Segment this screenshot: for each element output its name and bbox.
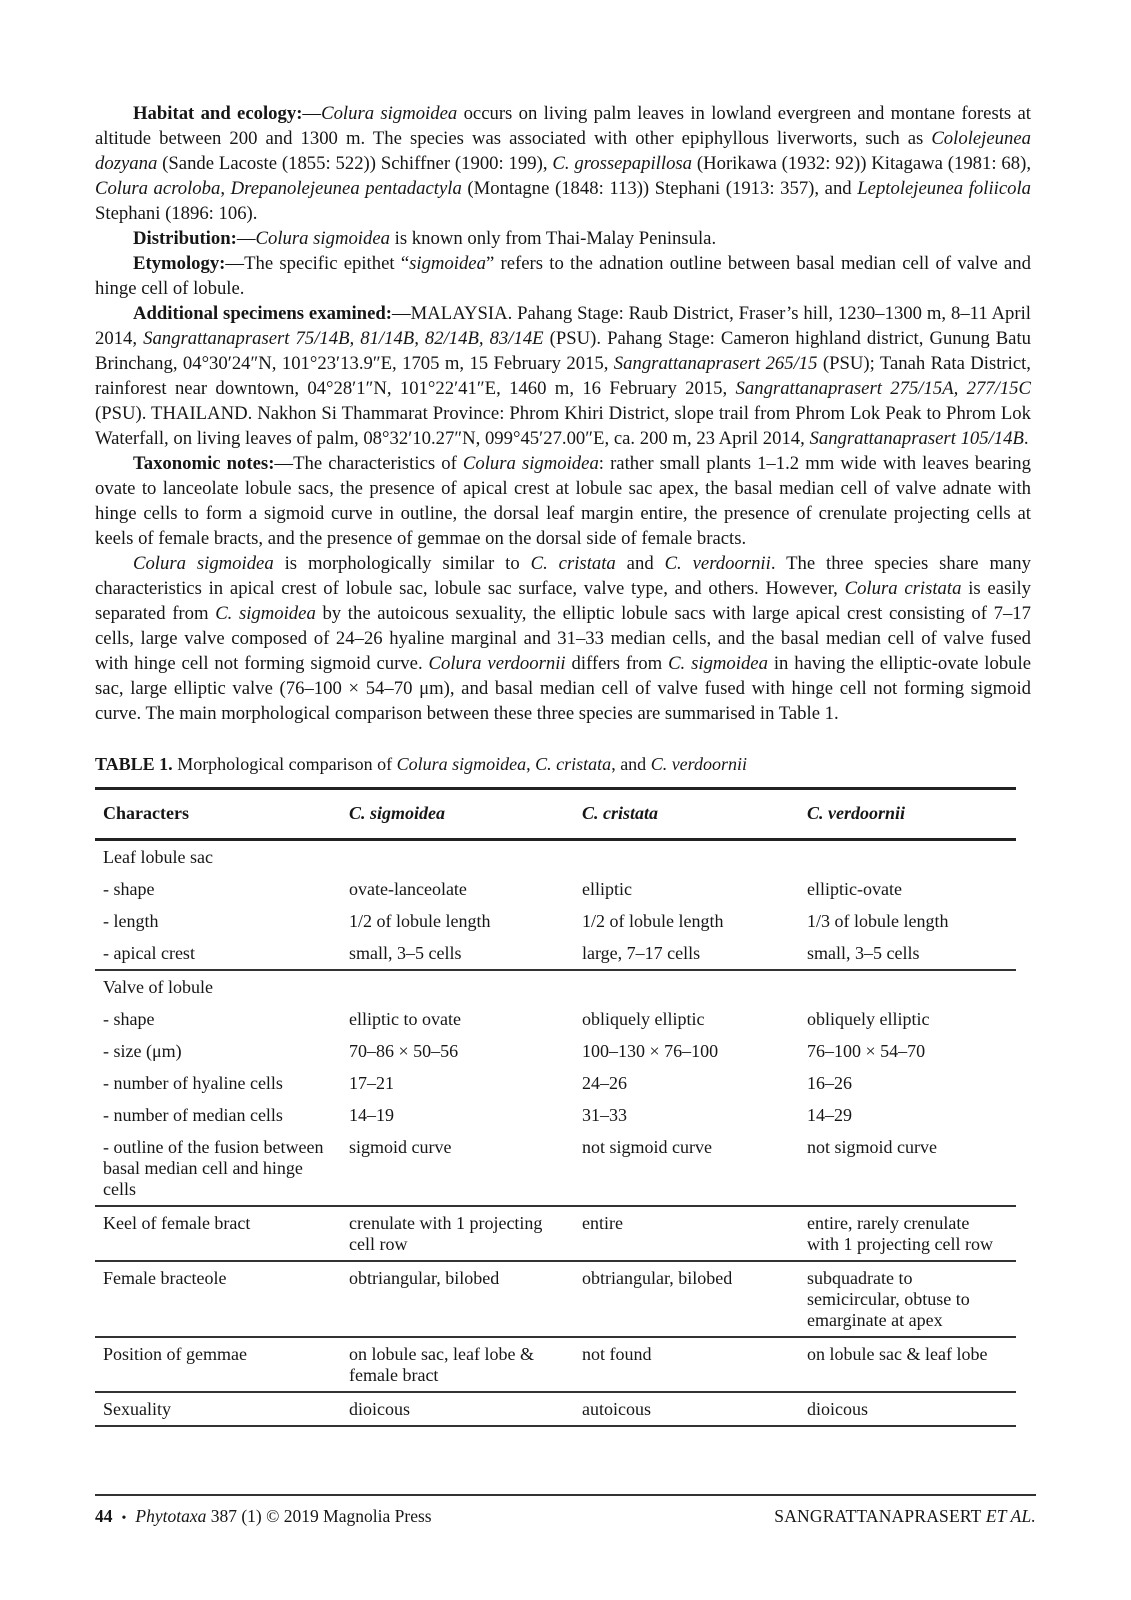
text-run: (PSU); Tanah Rata District, rainforest near downtown, 04°28′1″N, 101°22′41″E, 1460 m, 16 February 2015,	[95, 353, 1031, 399]
table-row	[95, 873, 1016, 905]
table-cell: not sigmoid curve	[807, 1136, 937, 1157]
table-cell: 1/3 of lobule length	[807, 910, 949, 931]
table-cell: sigmoid curve	[349, 1136, 452, 1157]
text-run: Taxonomic notes:	[133, 453, 275, 474]
journal-issue-copyright: 387 (1) © 2019 Magnolia Press	[206, 1506, 432, 1526]
table-cell: obliquely elliptic	[807, 1008, 930, 1029]
text-run: (PSU). THAILAND. Nakhon Si Thammarat Province: Phrom Khiri District, slope trail from Phrom Lok Peak to Phrom Lok Waterfall, on living leaves of palm, 08°32′10.27″N, 099°45′27.00″E, ca. 200 m, 23 April 2014,	[95, 403, 1031, 449]
table-cell: entire	[582, 1212, 623, 1233]
table-cell: - length	[103, 910, 159, 931]
paragraph-etymology	[95, 251, 1031, 301]
text-run: occurs on living palm leaves in lowland evergreen and montane forests at altitude between 200 and 1300 m. The species was associated with other epiphyllous liverworts, such as	[95, 103, 1031, 149]
paragraph-comparison-discussion	[95, 551, 1031, 726]
table-cell: crenulate with 1 projecting cell row	[349, 1212, 543, 1254]
text-run: Cololejeunea dozyana	[95, 128, 1031, 174]
table-cell: obtriangular, bilobed	[349, 1267, 500, 1288]
table-cell: - number of hyaline cells	[103, 1072, 283, 1093]
running-head-authors: SANGRATTANAPRASERT	[774, 1506, 986, 1526]
running-head-et-al: ET AL.	[985, 1506, 1036, 1526]
text-run: —The characteristics of	[274, 453, 463, 474]
text-run: Colura verdoornii	[428, 653, 566, 674]
text-run: . The three species share many characteristics in apical crest of lobule sac, lobule sac surface, valve type, and others. However,	[95, 553, 1031, 599]
table-cell: autoicous	[582, 1398, 651, 1419]
text-run: ,	[526, 754, 536, 774]
text-run: Sangrattanaprasert 265/15	[613, 353, 818, 374]
text-run: Stephani (1896: 106).	[95, 203, 258, 224]
table-cell: ovate-lanceolate	[349, 878, 467, 899]
journal-name: Phytotaxa	[135, 1506, 207, 1526]
comparison-table-body	[95, 841, 1016, 1427]
running-head	[774, 1505, 1036, 1528]
table-cell: on lobule sac & leaf lobe	[807, 1343, 988, 1364]
table-row	[95, 1338, 1016, 1393]
text-run: C. cristata	[535, 754, 612, 774]
text-run: : rather small plants 1–1.2 mm wide with leaves bearing ovate to lanceolate lobule sacs, the presence of apical crest at lobule sac apex, the basal median cell of valve adnate with hinge cells to form a sigmoid curve in outline, the dorsal leaf margin entire, the presence of crenulate projecting cells at keels of female bracts, and the presence of gemmae on the dorsal side of female bracts.	[95, 453, 1031, 549]
text-run: C. sigmoidea	[668, 653, 768, 674]
table-section-row	[95, 841, 1016, 873]
table-cell: Sexuality	[103, 1398, 171, 1419]
table-cell: on lobule sac, leaf lobe & female bract	[349, 1343, 534, 1385]
text-run: Drepanolejeunea pentadactyla	[230, 178, 462, 199]
text-run: Sangrattanaprasert 105/14B	[809, 428, 1024, 449]
table-cell: 100–130 × 76–100	[582, 1040, 719, 1061]
journal-credit	[95, 1505, 432, 1530]
table-cell: Position of gemmae	[103, 1343, 247, 1364]
table-row	[95, 1003, 1016, 1035]
table-cell: elliptic to ovate	[349, 1008, 461, 1029]
table-cell: small, 3–5 cells	[807, 942, 920, 963]
text-run: (Horikawa (1932: 92)) Kitagawa (1981: 68),	[692, 153, 1031, 174]
text-run: Colura sigmoidea	[396, 754, 527, 774]
page-content	[95, 101, 1031, 1427]
table-cell: - number of median cells	[103, 1104, 283, 1125]
table-row	[95, 1067, 1016, 1099]
table-cell: 14–19	[349, 1104, 394, 1125]
table-cell: 16–26	[807, 1072, 852, 1093]
text-run: Sangrattanaprasert 275/15A, 277/15C	[735, 378, 1031, 399]
table-row	[95, 1131, 1016, 1207]
column-header-c-verdoornii: C. verdoornii	[807, 803, 906, 823]
table-cell: obliquely elliptic	[582, 1008, 705, 1029]
paragraph-habitat-and-ecology	[95, 101, 1031, 226]
text-run: C. sigmoidea	[215, 603, 316, 624]
text-run: sigmoidea	[409, 253, 486, 274]
footer-rule	[95, 1494, 1036, 1496]
text-run: Morphological comparison of	[172, 754, 397, 774]
text-run: TABLE 1.	[95, 754, 173, 774]
table-caption	[95, 753, 1031, 776]
text-run: by the autoicous sexuality, the elliptic lobule sacs with large apical crest consisting of 7–17 cells, large valve composed of 24–26 hyaline marginal and 31–33 median cells, and the basal median cell of valve fused with hinge cell not forming sigmoid curve.	[95, 603, 1031, 674]
table-cell: 31–33	[582, 1104, 627, 1125]
text-run: —The specific epithet “	[225, 253, 410, 274]
text-run: (Sande Lacoste (1855: 522)) Schiffner (1900: 199),	[157, 153, 553, 174]
text-run: is known only from Thai-Malay Peninsula.	[390, 228, 717, 249]
table-cell: - shape	[103, 878, 155, 899]
text-run: Distribution:	[133, 228, 237, 249]
table-cell: 1/2 of lobule length	[349, 910, 491, 931]
table-cell: large, 7–17 cells	[582, 942, 701, 963]
text-run: Colura cristata	[844, 578, 962, 599]
text-run: —	[236, 228, 256, 249]
table-cell: Keel of female bract	[103, 1212, 251, 1233]
text-run: Colura sigmoidea	[133, 553, 274, 574]
text-run: Additional specimens examined:	[133, 303, 392, 324]
table-row	[95, 1393, 1016, 1427]
table-cell: not sigmoid curve	[582, 1136, 712, 1157]
paragraph-taxonomic-notes	[95, 451, 1031, 551]
table-cell: obtriangular, bilobed	[582, 1267, 733, 1288]
column-header-characters: Characters	[103, 803, 189, 823]
text-run: (PSU). Pahang Stage: Cameron highland district, Gunung Batu Brinchang, 04°30′24″N, 101°23′13.9″E, 1705 m, 15 February 2015,	[95, 328, 1032, 374]
page-number: 44	[95, 1506, 113, 1526]
text-run: Habitat and ecology:	[133, 103, 303, 124]
text-run: , and	[611, 754, 651, 774]
table-cell: subquadrate to semicircular, obtuse to emarginate at apex	[807, 1267, 970, 1330]
text-run: C. verdoornii	[650, 754, 748, 774]
text-run: C. cristata	[530, 553, 616, 574]
table-cell: - size (μm)	[103, 1040, 182, 1061]
table-cell: entire, rarely crenulate with 1 projecting cell row	[807, 1212, 993, 1254]
text-run: and	[615, 553, 665, 574]
text-run: —	[302, 103, 322, 124]
table-cell: elliptic-ovate	[807, 878, 902, 899]
table-cell: - outline of the fusion between basal median cell and hinge cells	[103, 1136, 324, 1199]
text-run: (Montagne (1848: 113)) Stephani (1913: 357), and	[461, 178, 858, 199]
text-run: Leptolejeunea foliicola	[857, 178, 1031, 199]
table-cell: elliptic	[582, 878, 632, 899]
table-cell: - apical crest	[103, 942, 195, 963]
table-row	[95, 937, 1016, 971]
table-cell: dioicous	[349, 1398, 410, 1419]
text-run: Etymology:	[133, 253, 226, 274]
text-run: C. grossepapillosa	[552, 153, 693, 174]
table-cell: 14–29	[807, 1104, 852, 1125]
text-run: in having the elliptic-ovate lobule sac, large elliptic valve (76–100 × 54–70 μm), and basal median cell of valve fused with hinge cell not forming sigmoid curve. The main morphological comparison between these three species are summarised in Table 1.	[95, 653, 1031, 724]
table-row	[95, 1099, 1016, 1131]
table-cell: 1/2 of lobule length	[582, 910, 724, 931]
text-run: Sangrattanaprasert 75/14B, 81/14B, 82/14B, 83/14E	[143, 328, 544, 349]
text-run: Colura sigmoidea	[462, 453, 599, 474]
table-cell: 76–100 × 54–70	[807, 1040, 926, 1061]
comparison-table	[95, 787, 1016, 1427]
table-cell: Female bracteole	[103, 1267, 227, 1288]
table-row	[95, 1035, 1016, 1067]
column-header-c-sigmoidea: C. sigmoidea	[349, 803, 446, 823]
text-run: is easily separated from	[95, 578, 1031, 624]
table-cell: 70–86 × 50–56	[349, 1040, 459, 1061]
table-cell: 17–21	[349, 1072, 394, 1093]
table-row	[95, 1262, 1016, 1338]
page-footer	[95, 1505, 1036, 1530]
text-run: Colura sigmoidea	[255, 228, 390, 249]
text-run: ,	[220, 178, 231, 199]
table-cell: dioicous	[807, 1398, 868, 1419]
paragraph-additional-specimens	[95, 301, 1031, 451]
table-cell: small, 3–5 cells	[349, 942, 462, 963]
text-run: Colura sigmoidea	[321, 103, 458, 124]
footer-bullet: •	[121, 1511, 127, 1526]
text-run: C. verdoornii	[664, 553, 771, 574]
table-row	[95, 905, 1016, 937]
text-run: .	[1023, 428, 1029, 449]
table-cell: Leaf lobule sac	[103, 846, 213, 867]
column-header-c-cristata: C. cristata	[582, 803, 659, 823]
body-text	[95, 101, 1031, 726]
table-cell: not found	[582, 1343, 652, 1364]
table-header-row	[95, 790, 1016, 841]
text-run: differs from	[565, 653, 669, 674]
text-run: ” refers to the adnation outline between basal median cell of valve and hinge cell of lobule.	[95, 253, 1031, 299]
table-section-row	[95, 971, 1016, 1003]
table-row	[95, 1207, 1016, 1262]
text-run: Colura acroloba	[95, 178, 221, 199]
text-run: —MALAYSIA. Pahang Stage: Raub District, Fraser’s hill, 1230–1300 m, 8–11 April 2014,	[95, 303, 1031, 349]
table-cell: - shape	[103, 1008, 155, 1029]
text-run: is morphologically similar to	[273, 553, 531, 574]
table-cell: 24–26	[582, 1072, 627, 1093]
paragraph-distribution	[95, 226, 1031, 251]
table-cell: Valve of lobule	[103, 976, 213, 997]
